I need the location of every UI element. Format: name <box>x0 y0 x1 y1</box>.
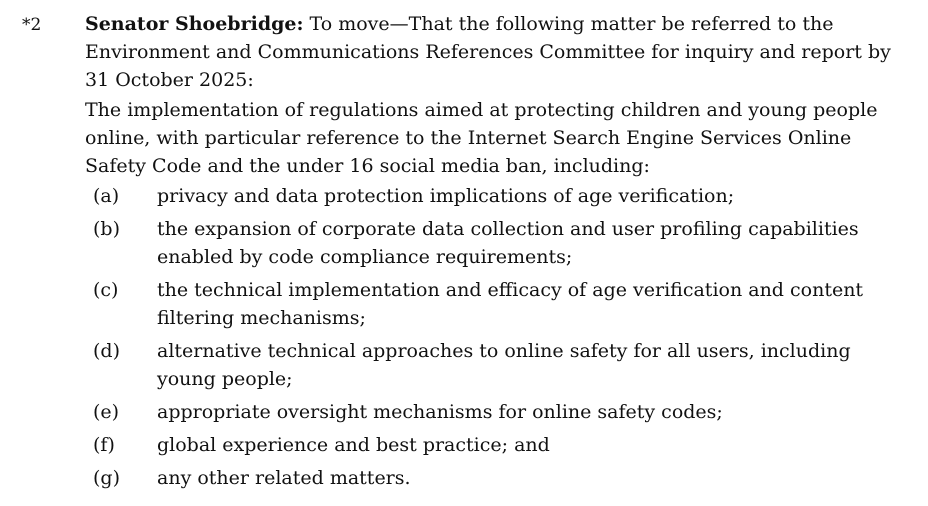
senator-name: Senator Shoebridge: <box>85 13 304 35</box>
motion-paragraph <box>85 10 905 94</box>
item-text: the expansion of corporate data collection and user profiling capabilities enabled by code compliance requirements; <box>157 218 859 268</box>
item-text: any other related matters. <box>157 467 411 489</box>
item-text: alternative technical approaches to online safety for all users, including young people; <box>157 340 851 390</box>
list-item <box>85 337 905 393</box>
item-label: (g) <box>93 467 120 489</box>
list-item <box>85 182 905 210</box>
item-label: (e) <box>93 401 120 423</box>
item-text: the technical implementation and efficacy of age verification and content filtering mechanisms; <box>157 279 864 329</box>
terms-of-reference: The implementation of regulations aimed at protecting children and young people online, with particular reference to the Internet Search Engine Services Online Safety Code and the under 16 social media ban, including: <box>85 99 878 177</box>
list-item <box>85 276 905 332</box>
list-item <box>85 398 905 426</box>
item-label: (d) <box>93 340 120 362</box>
item-text: global experience and best practice; and <box>157 434 550 456</box>
item-text: privacy and data protection implications of age verification; <box>157 185 735 207</box>
item-label: (b) <box>93 218 120 240</box>
inquiry-items-list <box>85 182 905 492</box>
item-label: (a) <box>93 185 120 207</box>
item-label: (c) <box>93 279 119 301</box>
list-item <box>85 215 905 271</box>
item-number: *2 <box>22 15 42 35</box>
motion-intro: To move—That the following matter be referred to the Environment and Communications References Committee for inquiry and report by 31 October 2025: <box>85 13 891 91</box>
motion-content <box>85 10 905 497</box>
list-item <box>85 464 905 492</box>
list-item <box>85 431 905 459</box>
item-text: appropriate oversight mechanisms for online safety codes; <box>157 401 723 423</box>
item-label: (f) <box>93 434 115 456</box>
